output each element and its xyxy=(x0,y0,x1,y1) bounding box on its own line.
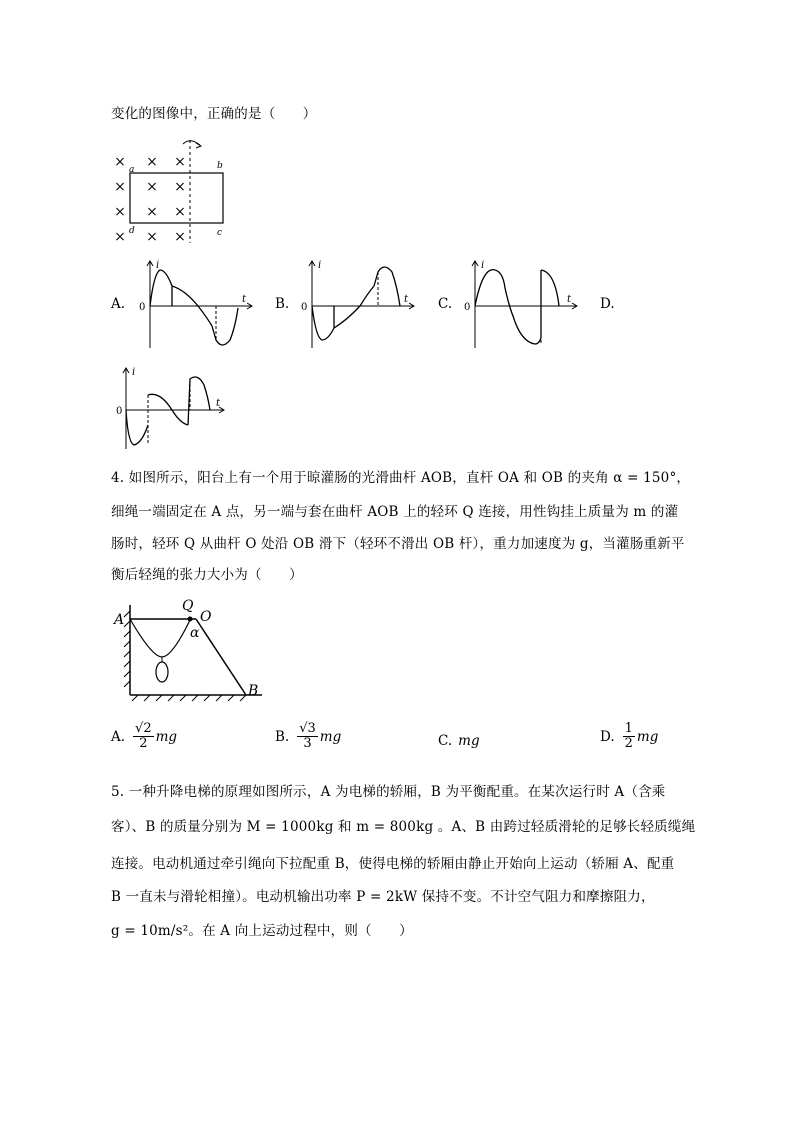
cross: × xyxy=(146,154,158,170)
q5-line-4: B 一直未与滑轮相撞）。电动机输出功率 P = 2kW 保持不变。不计空气阻力和摩擦阻力， xyxy=(111,889,655,905)
field-crosses xyxy=(114,154,186,245)
q4-option-a[interactable] xyxy=(111,722,177,752)
label-b: b xyxy=(217,161,223,171)
q4-option-c[interactable] xyxy=(438,733,480,749)
q3-option-d-label[interactable]: D. xyxy=(600,296,615,312)
option-value: mg xyxy=(458,733,480,749)
option-value: mg xyxy=(155,728,178,745)
cross: × xyxy=(114,229,126,245)
q3-option-a-label[interactable]: A. xyxy=(111,296,126,312)
q4-line-3: 肠时，轻环 Q 从曲杆 O 处沿 OB 滑下（轻环不滑出 OB 杆），重力加速度为 g，当灌肠重新平 xyxy=(111,536,685,552)
svg-text:i: i xyxy=(318,260,322,271)
q5-line-2: 客）、B 的质量分别为 M = 1000kg 和 m = 800kg 。A、B 由跨过轻质滑轮的足够长轻质缆绳 xyxy=(111,819,696,835)
svg-text:0: 0 xyxy=(116,406,123,417)
svg-text:i: i xyxy=(481,260,485,271)
option-label: B. xyxy=(275,728,290,745)
cross: × xyxy=(146,179,158,195)
q5-line-1: 5. 一种升降电梯的原理如图所示，A 为电梯的轿厢，B 为平衡配重。在某次运行时 A（含乘 xyxy=(111,784,666,800)
cross: × xyxy=(114,154,126,170)
q4-line-1: 4. 如图所示，阳台上有一个用于晾灌肠的光滑曲杆 AOB，直杆 OA 和 OB 的夹角 α = 150°， xyxy=(111,470,691,486)
axis-t: t xyxy=(242,294,247,305)
q3-option-c-label[interactable]: C. xyxy=(438,296,453,312)
q3-option-a-graph[interactable] xyxy=(130,258,255,350)
fraction: $\frac{√3}{3}$ xyxy=(299,721,316,752)
label-Q: Q xyxy=(182,598,194,614)
drying-rack-figure xyxy=(112,595,277,705)
cross: × xyxy=(174,179,186,195)
cross: × xyxy=(114,204,126,220)
magnetic-field-figure xyxy=(110,135,240,247)
label-B: B xyxy=(248,683,259,699)
cross: × xyxy=(114,179,126,195)
cross: × xyxy=(146,229,158,245)
rope xyxy=(130,619,190,657)
svg-text:t: t xyxy=(567,294,572,305)
option-value: mg xyxy=(636,728,659,745)
svg-text:t: t xyxy=(216,398,221,409)
svg-text:0: 0 xyxy=(301,302,308,313)
cross: × xyxy=(146,204,158,220)
q3-option-b-graph[interactable] xyxy=(292,258,417,350)
origin-zero: 0 xyxy=(139,302,146,313)
fraction: $\frac{1}{2}$ xyxy=(624,721,633,752)
option-label: A. xyxy=(111,728,126,745)
label-O: O xyxy=(200,609,212,625)
q4-line-2: 细绳一端固定在 A 点，另一端与套在曲杆 AOB 上的轻环 Q 连接，用性钩挂上质量为 m 的灌 xyxy=(111,504,679,520)
label-c: c xyxy=(217,228,223,238)
cross: × xyxy=(174,229,186,245)
svg-text:t: t xyxy=(404,294,409,305)
sausage-icon xyxy=(156,662,168,682)
q5-line-5: g = 10m/s²。在 A 向上运动过程中，则（ ） xyxy=(111,923,413,939)
q3-option-c-graph[interactable] xyxy=(455,258,580,350)
q5-line-3: 连接。电动机通过牵引绳向下拉配重 B，使得电梯的轿厢由静止开始向上运动（轿厢 A、配重 xyxy=(111,856,675,872)
cross: × xyxy=(174,204,186,220)
svg-text:0: 0 xyxy=(464,302,471,313)
label-a: a xyxy=(129,165,135,175)
rod-ob xyxy=(196,619,246,695)
option-value: mg xyxy=(319,728,342,745)
q4-line-4: 衡后轻绳的张力大小为（ ） xyxy=(111,567,303,583)
q3-option-b-label[interactable]: B. xyxy=(275,296,290,312)
q4-option-b[interactable] xyxy=(275,722,341,752)
fraction: $\frac{√2}{2}$ xyxy=(135,721,152,752)
label-alpha: α xyxy=(190,625,200,641)
label-A: A xyxy=(114,612,125,628)
q3-option-d-graph[interactable] xyxy=(112,365,232,450)
ring-q xyxy=(188,617,193,622)
option-label: C. xyxy=(438,733,453,749)
axis-i: i xyxy=(156,260,160,271)
label-d: d xyxy=(129,226,135,236)
svg-text:i: i xyxy=(132,367,136,378)
cross: × xyxy=(174,154,186,170)
q3-stem-tail: 变化的图像中，正确的是（ ） xyxy=(111,106,317,122)
q4-option-d[interactable] xyxy=(600,722,658,752)
option-label: D. xyxy=(600,728,615,745)
